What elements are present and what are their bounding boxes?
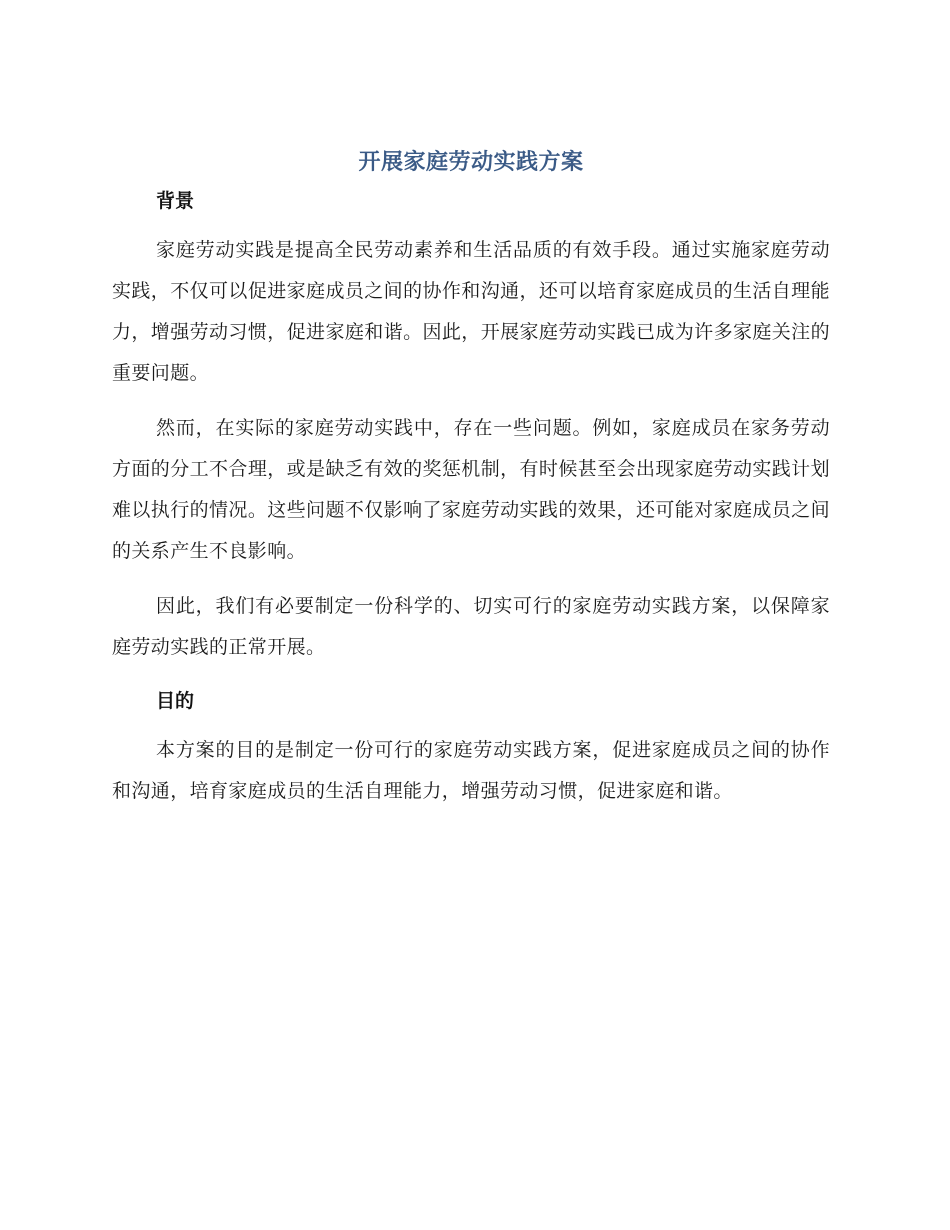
background-paragraph-1: 家庭劳动实践是提高全民劳动素养和生活品质的有效手段。通过实施家庭劳动实践，不仅可以促进家庭成员之间的协作和沟通，还可以培育家庭成员的生活自理能力，增强劳动习惯，促进家庭和谐。因此，开展家庭劳动实践已成为许多家庭关注的重要问题。 <box>112 239 830 384</box>
document-title: 开展家庭劳动实践方案 <box>358 150 584 175</box>
background-paragraph-2: 然而，在实际的家庭劳动实践中，存在一些问题。例如，家庭成员在家务劳动方面的分工不合理，或是缺乏有效的奖惩机制，有时候甚至会出现家庭劳动实践计划难以执行的情况。这些问题不仅影响了家庭劳动实践的效果，还可能对家庭成员之间的关系产生不良影响。 <box>112 417 830 562</box>
document-content <box>112 146 830 826</box>
section-heading-purpose: 目的 <box>156 690 195 712</box>
section-purpose <box>112 686 830 812</box>
section-heading-background: 背景 <box>156 190 195 212</box>
purpose-paragraph-1: 本方案的目的是制定一份可行的家庭劳动实践方案，促进家庭成员之间的协作和沟通，培育家庭成员的生活自理能力，增强劳动习惯，促进家庭和谐。 <box>112 739 830 802</box>
background-paragraph-3: 因此，我们有必要制定一份科学的、切实可行的家庭劳动实践方案，以保障家庭劳动实践的正常开展。 <box>112 595 830 658</box>
section-background <box>112 186 830 668</box>
